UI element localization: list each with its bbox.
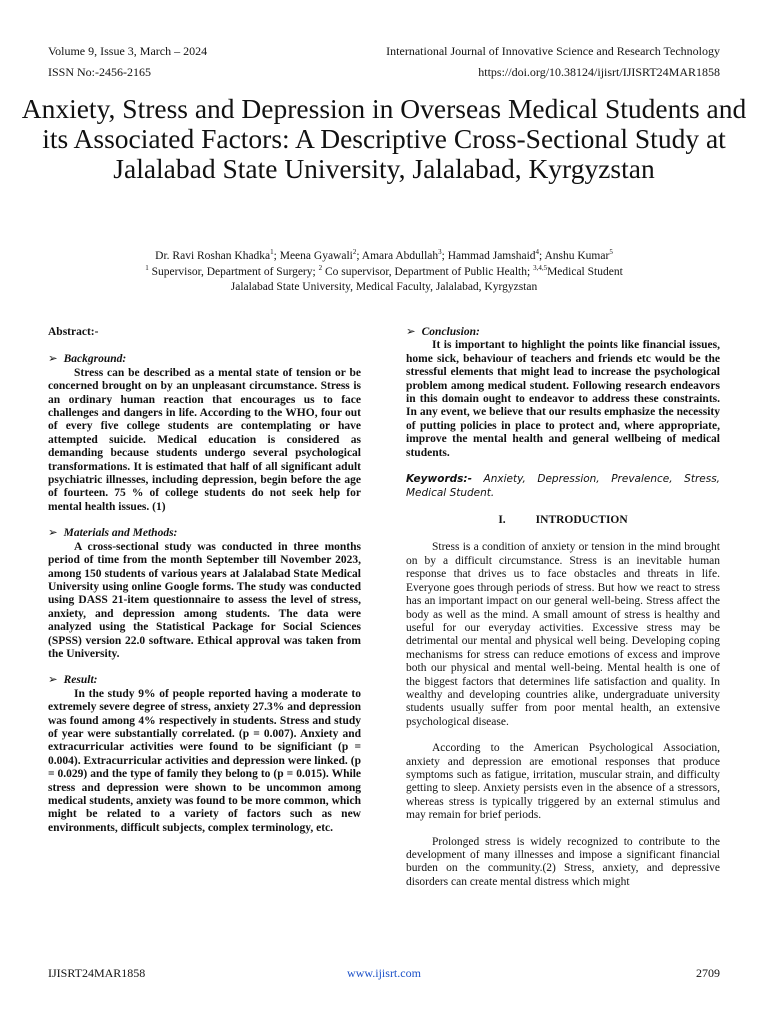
- footer-article-id: IJISRT24MAR1858: [48, 966, 146, 980]
- author-name: Dr. Ravi Roshan Khadka: [155, 250, 271, 262]
- author-sup: 1: [270, 248, 274, 257]
- author-name: ; Hammad Jamshaid: [441, 250, 536, 262]
- conclusion-heading-text: Conclusion:: [421, 326, 480, 338]
- journal-name: International Journal of Innovative Science and Research Technology: [386, 44, 720, 58]
- affiliation: Medical Student: [547, 265, 623, 278]
- doi-link[interactable]: https://doi.org/10.38124/ijisrt/IJISRT24MAR1858: [478, 65, 720, 79]
- section-heading-introduction: [406, 514, 720, 527]
- intro-paragraph: Prolonged stress is widely recognized to contribute to the development of many illnesses and impose a significant financial burden on the community.(2) Stress, anxiety, and depressive disorders can create mental distress which might: [406, 835, 720, 888]
- methods-heading: [48, 527, 361, 540]
- background-text: Stress can be described as a mental state of tension or be concerned brought on by an unpleasant circumstance. Stress is an ordinary human reaction that encourages us to face challenges and dangers in life. According to the WHO, four out of every five college students are contemplating or have attempted suicide. Medical education is considered as demanding because students undergo several psychological transformations. It is estimated that half of all significant adult psychiatric illnesses, including depression, begin before the age of fourteen. 75 % of college students do not seek help for mental health issues. (1): [48, 366, 361, 513]
- author-sup: 4: [535, 248, 540, 257]
- section-number: I.: [498, 514, 506, 527]
- author-name: ; Anshu Kumar: [539, 250, 610, 262]
- result-text: In the study 9% of people reported having a moderate to extremely severe degree of stress, anxiety 27.3% and depression was found among 4% respectively in students. Stress and study of year were substantially correlated. (p = 0.007). Anxiety and extracurricular activities were found to be significiant (p = 0.004). Extracurricular activities and depression were linked. (p = 0.029) and the type of family they belong to (p = 0.015). While stress and depression were shown to be uncommon among medical students, anxiety was found to be more common, which might be related to a variety of factors such as new environments, difficult subjects, complex terminology, etc.: [48, 687, 361, 834]
- section-title: INTRODUCTION: [535, 514, 628, 527]
- bullet-arrow-icon: ➢: [48, 527, 58, 540]
- page-number: 2709: [696, 966, 720, 980]
- author-sup: 3: [438, 248, 442, 257]
- volume-info: Volume 9, Issue 3, March – 2024: [48, 44, 208, 58]
- author-block: [0, 249, 768, 296]
- left-column: [48, 326, 361, 835]
- author-sup: 5: [609, 248, 613, 257]
- intro-paragraph: Stress is a condition of anxiety or tension in the mind brought on by a difficult circumstance. Stress is an inevitable human response that drives us to face obstacles and threats in life. Everyone goes through periods of stress. But how we react to stress has an important impact on our general well-being. Stress affect the body as well as the mind. A small amount of stress is healthy and useful for our everyday activities. Excessive stress may be detrimental our mental and physical well being. Developing coping mechanisms for stress can reduce emotions of excess and improve both our physical and mental well-being. Mental health is one of the biggest factors that determines life satisfaction and quality. In wealthy and developing countries alike, undergraduate university students usually suffer from poor mental health, an extensive psychological disease.: [406, 541, 720, 728]
- keywords-text: Anxiety, Depression, Prevalence, Stress, Medical Student.: [406, 473, 720, 500]
- paper-title: Anxiety, Stress and Depression in Overseas Medical Students and its Associated Factors: A Descriptive Cross-Sectional Study at Jalalabad State University, Jalalabad, Kyrgyzstan: [21, 93, 747, 184]
- result-heading: [48, 674, 361, 687]
- keywords: [406, 472, 720, 500]
- keywords-label: Keywords:-: [406, 473, 472, 486]
- background-heading-text: Background:: [63, 353, 127, 366]
- intro-paragraph: According to the American Psychological Association, anxiety and depression are emotional responses that produce symptoms such as fatigue, irritation, muscular strain, and difficulty getting to sleep. Anxiety persists even in the absence of a stressors, whereas stress is typically triggered by an external stimulus and may remain for brief periods.: [406, 742, 720, 822]
- author-name: ; Meena Gyawali: [273, 250, 353, 262]
- author-name: ; Amara Abdullah: [356, 250, 439, 262]
- methods-text: A cross-sectional study was conducted in three months period of time from the month September till November 2023, among 150 students of various years at Jalalabad State Medical University using online Google forms. The study was conducted using DASS 21-item questionnaire to assess the level of stress, anxiety, and depression among students. The data were analyzed using the Statistical Package for Social Sciences (SPSS) version 22.0 software. Ethical approval was taken from the University.: [48, 540, 361, 660]
- affiliation: Supervisor, Department of Surgery;: [148, 265, 319, 278]
- footer-website-link[interactable]: www.ijisrt.com: [347, 966, 421, 980]
- affiliation-sup: 1: [145, 263, 149, 272]
- author-list: [0, 249, 768, 265]
- affiliation-sup: 3,4,5: [533, 263, 548, 272]
- affiliations: [0, 265, 768, 281]
- conclusion-text: It is important to highlight the points like financial issues, home sick, behaviour of teachers and friends etc would be the stressful elements that might lead to increase the psychological problem among medical student. Following research endeavors in this domain ought to endeavor to address these constraints. In any event, we believe that our results emphasize the necessity of putting policies in place to protect and, where appropriate, improve the mental health and general wellbeing of medical students.: [406, 339, 720, 459]
- bullet-arrow-icon: ➢: [48, 353, 58, 366]
- issn: ISSN No:-2456-2165: [48, 65, 152, 79]
- bullet-arrow-icon: ➢: [406, 326, 416, 338]
- affiliation: Co supervisor, Department of Public Health;: [322, 265, 534, 278]
- bullet-arrow-icon: ➢: [48, 674, 58, 687]
- result-heading-text: Result:: [63, 674, 98, 687]
- abstract-label: Abstract:-: [48, 326, 99, 338]
- methods-heading-text: Materials and Methods:: [63, 527, 178, 540]
- affiliation-sup: 2: [318, 263, 323, 272]
- conclusion-heading: [406, 326, 720, 339]
- author-sup: 2: [352, 248, 357, 257]
- institution: Jalalabad State University, Medical Faculty, Jalalabad, Kyrgyzstan: [230, 281, 538, 293]
- background-heading: [48, 353, 361, 366]
- right-column: [406, 326, 720, 889]
